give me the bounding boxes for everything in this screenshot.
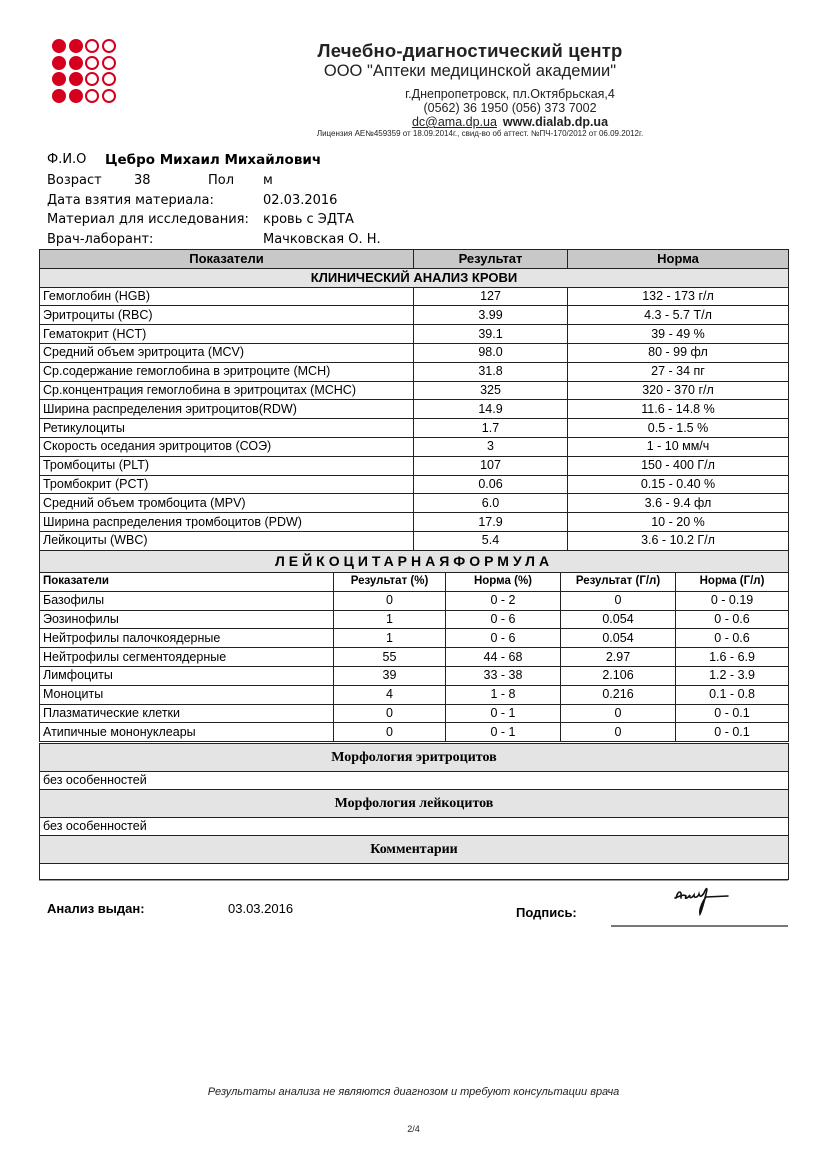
cell-abs: 0.054 bbox=[561, 629, 676, 648]
table-row bbox=[40, 629, 789, 648]
result-value: 107 bbox=[414, 456, 568, 475]
cell-norm-pct: 44 - 68 bbox=[446, 648, 561, 667]
section-title: Морфология эритроцитов bbox=[40, 744, 789, 772]
result-value: 127 bbox=[414, 287, 568, 306]
cell-norm-pct: 0 - 1 bbox=[446, 704, 561, 723]
comments-header bbox=[40, 836, 789, 864]
norm-range: 80 - 99 фл bbox=[568, 343, 789, 362]
cell-norm-abs: 1.2 - 3.9 bbox=[676, 666, 789, 685]
col-header-indicator: Показатели bbox=[40, 573, 334, 592]
table-row bbox=[40, 591, 789, 610]
cell-name: Нейтрофилы сегментоядерные bbox=[40, 648, 334, 667]
logo-dot-icon bbox=[52, 39, 66, 53]
table-row bbox=[40, 531, 789, 550]
issued-date: 03.03.2016 bbox=[228, 901, 294, 916]
leuko-header-row bbox=[40, 573, 789, 592]
signature-label: Подпись: bbox=[516, 905, 577, 920]
table-row bbox=[40, 325, 789, 344]
cell-name: Атипичные мононуклеары bbox=[40, 723, 334, 742]
page-number: 2/4 bbox=[407, 1124, 420, 1134]
cell-name: Моноциты bbox=[40, 685, 334, 704]
norm-range: 39 - 49 % bbox=[568, 325, 789, 344]
indicator-name: Эритроциты (RBC) bbox=[40, 306, 414, 325]
table-row bbox=[40, 287, 789, 306]
cell-norm-pct: 33 - 38 bbox=[446, 666, 561, 685]
cell-abs: 0 bbox=[561, 704, 676, 723]
clinic-email-link[interactable]: dc@ama.dp.ua bbox=[411, 115, 497, 129]
cell-norm-pct: 1 - 8 bbox=[446, 685, 561, 704]
col-header-result: Результат bbox=[414, 250, 568, 269]
signature-icon bbox=[672, 884, 732, 916]
indicator-name: Тромбоциты (PLT) bbox=[40, 456, 414, 475]
cell-norm-abs: 0 - 0.19 bbox=[676, 591, 789, 610]
indicator-name: Лейкоциты (WBC) bbox=[40, 531, 414, 550]
section-title: Морфология лейкоцитов bbox=[40, 790, 789, 818]
patient-name: Цебро Михаил Михайлович bbox=[105, 152, 322, 168]
leuko-section-row bbox=[40, 551, 789, 573]
cell-pct: 1 bbox=[334, 629, 446, 648]
clinic-contacts bbox=[340, 87, 680, 129]
table-row bbox=[40, 400, 789, 419]
result-value: 6.0 bbox=[414, 494, 568, 513]
table-row bbox=[40, 513, 789, 532]
logo-dot-icon bbox=[69, 89, 83, 103]
cell-pct: 0 bbox=[334, 704, 446, 723]
erythro-morph-header bbox=[40, 744, 789, 772]
erythro-morph-row bbox=[40, 772, 789, 790]
date-label: Дата взятия материала: bbox=[47, 193, 214, 208]
result-value: 0.06 bbox=[414, 475, 568, 494]
indicator-name: Ширина распределения тромбоцитов (PDW) bbox=[40, 513, 414, 532]
cell-norm-pct: 0 - 6 bbox=[446, 629, 561, 648]
table-row bbox=[40, 685, 789, 704]
table-row bbox=[40, 610, 789, 629]
clinic-website-link[interactable]: www.dialab.dp.ua bbox=[502, 115, 609, 129]
cell-norm-abs: 1.6 - 6.9 bbox=[676, 648, 789, 667]
clinic-logo bbox=[52, 39, 122, 105]
cell-abs: 0 bbox=[561, 591, 676, 610]
cbc-table bbox=[39, 249, 789, 551]
doctor-label: Врач-лаборант: bbox=[47, 232, 154, 247]
name-label: Ф.И.О bbox=[47, 152, 87, 167]
logo-dot-icon bbox=[69, 72, 83, 86]
disclaimer: Результаты анализа не являются диагнозом и требуют консультации врача bbox=[207, 1086, 620, 1098]
table-row bbox=[40, 437, 789, 456]
table-row bbox=[40, 306, 789, 325]
norm-range: 0.15 - 0.40 % bbox=[568, 475, 789, 494]
indicator-name: Скорость оседания эритроцитов (СОЭ) bbox=[40, 437, 414, 456]
cell-name: Базофилы bbox=[40, 591, 334, 610]
comments-text bbox=[40, 864, 789, 880]
erythro-morph-text: без особенностей bbox=[40, 772, 789, 790]
logo-dot-icon bbox=[52, 72, 66, 86]
table-row bbox=[40, 494, 789, 513]
cell-norm-abs: 0 - 0.1 bbox=[676, 704, 789, 723]
morphology-table bbox=[39, 743, 789, 880]
cell-pct: 0 bbox=[334, 723, 446, 742]
col-header-norm-pct: Норма (%) bbox=[446, 573, 561, 592]
clinic-phones: (0562) 36 1950 (056) 373 7002 bbox=[423, 101, 597, 115]
logo-dot-icon bbox=[52, 89, 66, 103]
result-value: 1.7 bbox=[414, 419, 568, 438]
leuko-morph-text: без особенностей bbox=[40, 818, 789, 836]
result-value: 17.9 bbox=[414, 513, 568, 532]
cell-abs: 0 bbox=[561, 723, 676, 742]
logo-ring-icon bbox=[85, 56, 99, 70]
norm-range: 3.6 - 9.4 фл bbox=[568, 494, 789, 513]
clinic-org: ООО "Аптеки медицинской академии" bbox=[323, 62, 617, 80]
cell-name: Нейтрофилы палочкоядерные bbox=[40, 629, 334, 648]
cell-norm-pct: 0 - 6 bbox=[446, 610, 561, 629]
cbc-section-row bbox=[40, 268, 789, 287]
norm-range: 0.5 - 1.5 % bbox=[568, 419, 789, 438]
norm-range: 1 - 10 мм/ч bbox=[568, 437, 789, 456]
cell-abs: 0.054 bbox=[561, 610, 676, 629]
cbc-header-row bbox=[40, 250, 789, 269]
cell-name: Лимфоциты bbox=[40, 666, 334, 685]
indicator-name: Ширина распределения эритроцитов(RDW) bbox=[40, 400, 414, 419]
sample-date: 02.03.2016 bbox=[263, 193, 338, 208]
result-value: 325 bbox=[414, 381, 568, 400]
norm-range: 150 - 400 Г/л bbox=[568, 456, 789, 475]
cell-name: Эозинофилы bbox=[40, 610, 334, 629]
result-value: 5.4 bbox=[414, 531, 568, 550]
logo-dot-icon bbox=[69, 56, 83, 70]
table-row bbox=[40, 362, 789, 381]
cell-norm-abs: 0 - 0.1 bbox=[676, 723, 789, 742]
age-label: Возраст bbox=[47, 173, 102, 188]
table-row bbox=[40, 648, 789, 667]
norm-range: 11.6 - 14.8 % bbox=[568, 400, 789, 419]
table-row bbox=[40, 666, 789, 685]
indicator-name: Ср.содержание гемоглобина в эритроците (MCH) bbox=[40, 362, 414, 381]
indicator-name: Средний объем тромбоцита (MPV) bbox=[40, 494, 414, 513]
divider bbox=[39, 880, 788, 881]
indicator-name: Ретикулоциты bbox=[40, 419, 414, 438]
logo-ring-icon bbox=[85, 72, 99, 86]
norm-range: 10 - 20 % bbox=[568, 513, 789, 532]
cell-pct: 4 bbox=[334, 685, 446, 704]
cell-abs: 2.106 bbox=[561, 666, 676, 685]
table-row bbox=[40, 704, 789, 723]
table-row bbox=[40, 419, 789, 438]
leukocyte-table bbox=[39, 550, 789, 742]
cell-norm-abs: 0.1 - 0.8 bbox=[676, 685, 789, 704]
signature-line bbox=[611, 925, 788, 927]
table-row bbox=[40, 343, 789, 362]
lab-doctor: Мачковская О. Н. bbox=[263, 232, 381, 247]
cell-norm-abs: 0 - 0.6 bbox=[676, 629, 789, 648]
result-value: 14.9 bbox=[414, 400, 568, 419]
leuko-morph-row bbox=[40, 818, 789, 836]
table-row bbox=[40, 723, 789, 742]
result-value: 31.8 bbox=[414, 362, 568, 381]
cell-name: Плазматические клетки bbox=[40, 704, 334, 723]
cell-pct: 0 bbox=[334, 591, 446, 610]
material-label: Материал для исследования: bbox=[47, 212, 249, 227]
indicator-name: Средний объем эритроцита (MCV) bbox=[40, 343, 414, 362]
table-row bbox=[40, 456, 789, 475]
result-value: 3.99 bbox=[414, 306, 568, 325]
logo-ring-icon bbox=[102, 89, 116, 103]
cell-norm-pct: 0 - 1 bbox=[446, 723, 561, 742]
sex-label: Пол bbox=[208, 173, 235, 188]
logo-ring-icon bbox=[102, 56, 116, 70]
result-value: 39.1 bbox=[414, 325, 568, 344]
clinic-header bbox=[260, 40, 680, 138]
section-title: ЛЕЙКОЦИТАРНАЯФОРМУЛА bbox=[40, 551, 789, 573]
section-title: Комментарии bbox=[40, 836, 789, 864]
cell-norm-pct: 0 - 2 bbox=[446, 591, 561, 610]
table-row bbox=[40, 381, 789, 400]
norm-range: 320 - 370 г/л bbox=[568, 381, 789, 400]
logo-ring-icon bbox=[102, 72, 116, 86]
patient-age: 38 bbox=[134, 173, 151, 188]
cell-abs: 2.97 bbox=[561, 648, 676, 667]
cell-norm-abs: 0 - 0.6 bbox=[676, 610, 789, 629]
comments-row bbox=[40, 864, 789, 880]
norm-range: 3.6 - 10.2 Г/л bbox=[568, 531, 789, 550]
cell-pct: 1 bbox=[334, 610, 446, 629]
col-header-norm-abs: Норма (Г/л) bbox=[676, 573, 789, 592]
clinic-title: Лечебно-диагностический центр bbox=[317, 40, 623, 61]
col-header-norm: Норма bbox=[568, 250, 789, 269]
cell-pct: 39 bbox=[334, 666, 446, 685]
norm-range: 27 - 34 пг bbox=[568, 362, 789, 381]
section-title: КЛИНИЧЕСКИЙ АНАЛИЗ КРОВИ bbox=[40, 268, 789, 287]
sample-material: кровь с ЭДТА bbox=[263, 212, 354, 227]
clinic-address: г.Днепропетровск, пл.Октябрьская,4 bbox=[405, 87, 615, 101]
logo-ring-icon bbox=[85, 89, 99, 103]
logo-ring-icon bbox=[85, 39, 99, 53]
logo-dot-icon bbox=[52, 56, 66, 70]
norm-range: 132 - 173 г/л bbox=[568, 287, 789, 306]
cell-pct: 55 bbox=[334, 648, 446, 667]
indicator-name: Ср.концентрация гемоглобина в эритроцитах (MCHC) bbox=[40, 381, 414, 400]
result-value: 98.0 bbox=[414, 343, 568, 362]
patient-sex: м bbox=[263, 173, 273, 188]
indicator-name: Тромбокрит (PCT) bbox=[40, 475, 414, 494]
cell-abs: 0.216 bbox=[561, 685, 676, 704]
col-header-indicator: Показатели bbox=[40, 250, 414, 269]
norm-range: 4.3 - 5.7 Т/л bbox=[568, 306, 789, 325]
col-header-result-pct: Результат (%) bbox=[334, 573, 446, 592]
issued-label: Анализ выдан: bbox=[47, 901, 145, 916]
logo-dot-icon bbox=[69, 39, 83, 53]
result-value: 3 bbox=[414, 437, 568, 456]
indicator-name: Гематокрит (HCT) bbox=[40, 325, 414, 344]
col-header-result-abs: Результат (Г/л) bbox=[561, 573, 676, 592]
leuko-morph-header bbox=[40, 790, 789, 818]
indicator-name: Гемоглобин (HGB) bbox=[40, 287, 414, 306]
clinic-license: Лицензия АЕ№459359 от 18.09.2014г., свид-во об аттест. №ПЧ-170/2012 от 06.09.2012г. bbox=[316, 129, 644, 138]
table-row bbox=[40, 475, 789, 494]
logo-ring-icon bbox=[102, 39, 116, 53]
